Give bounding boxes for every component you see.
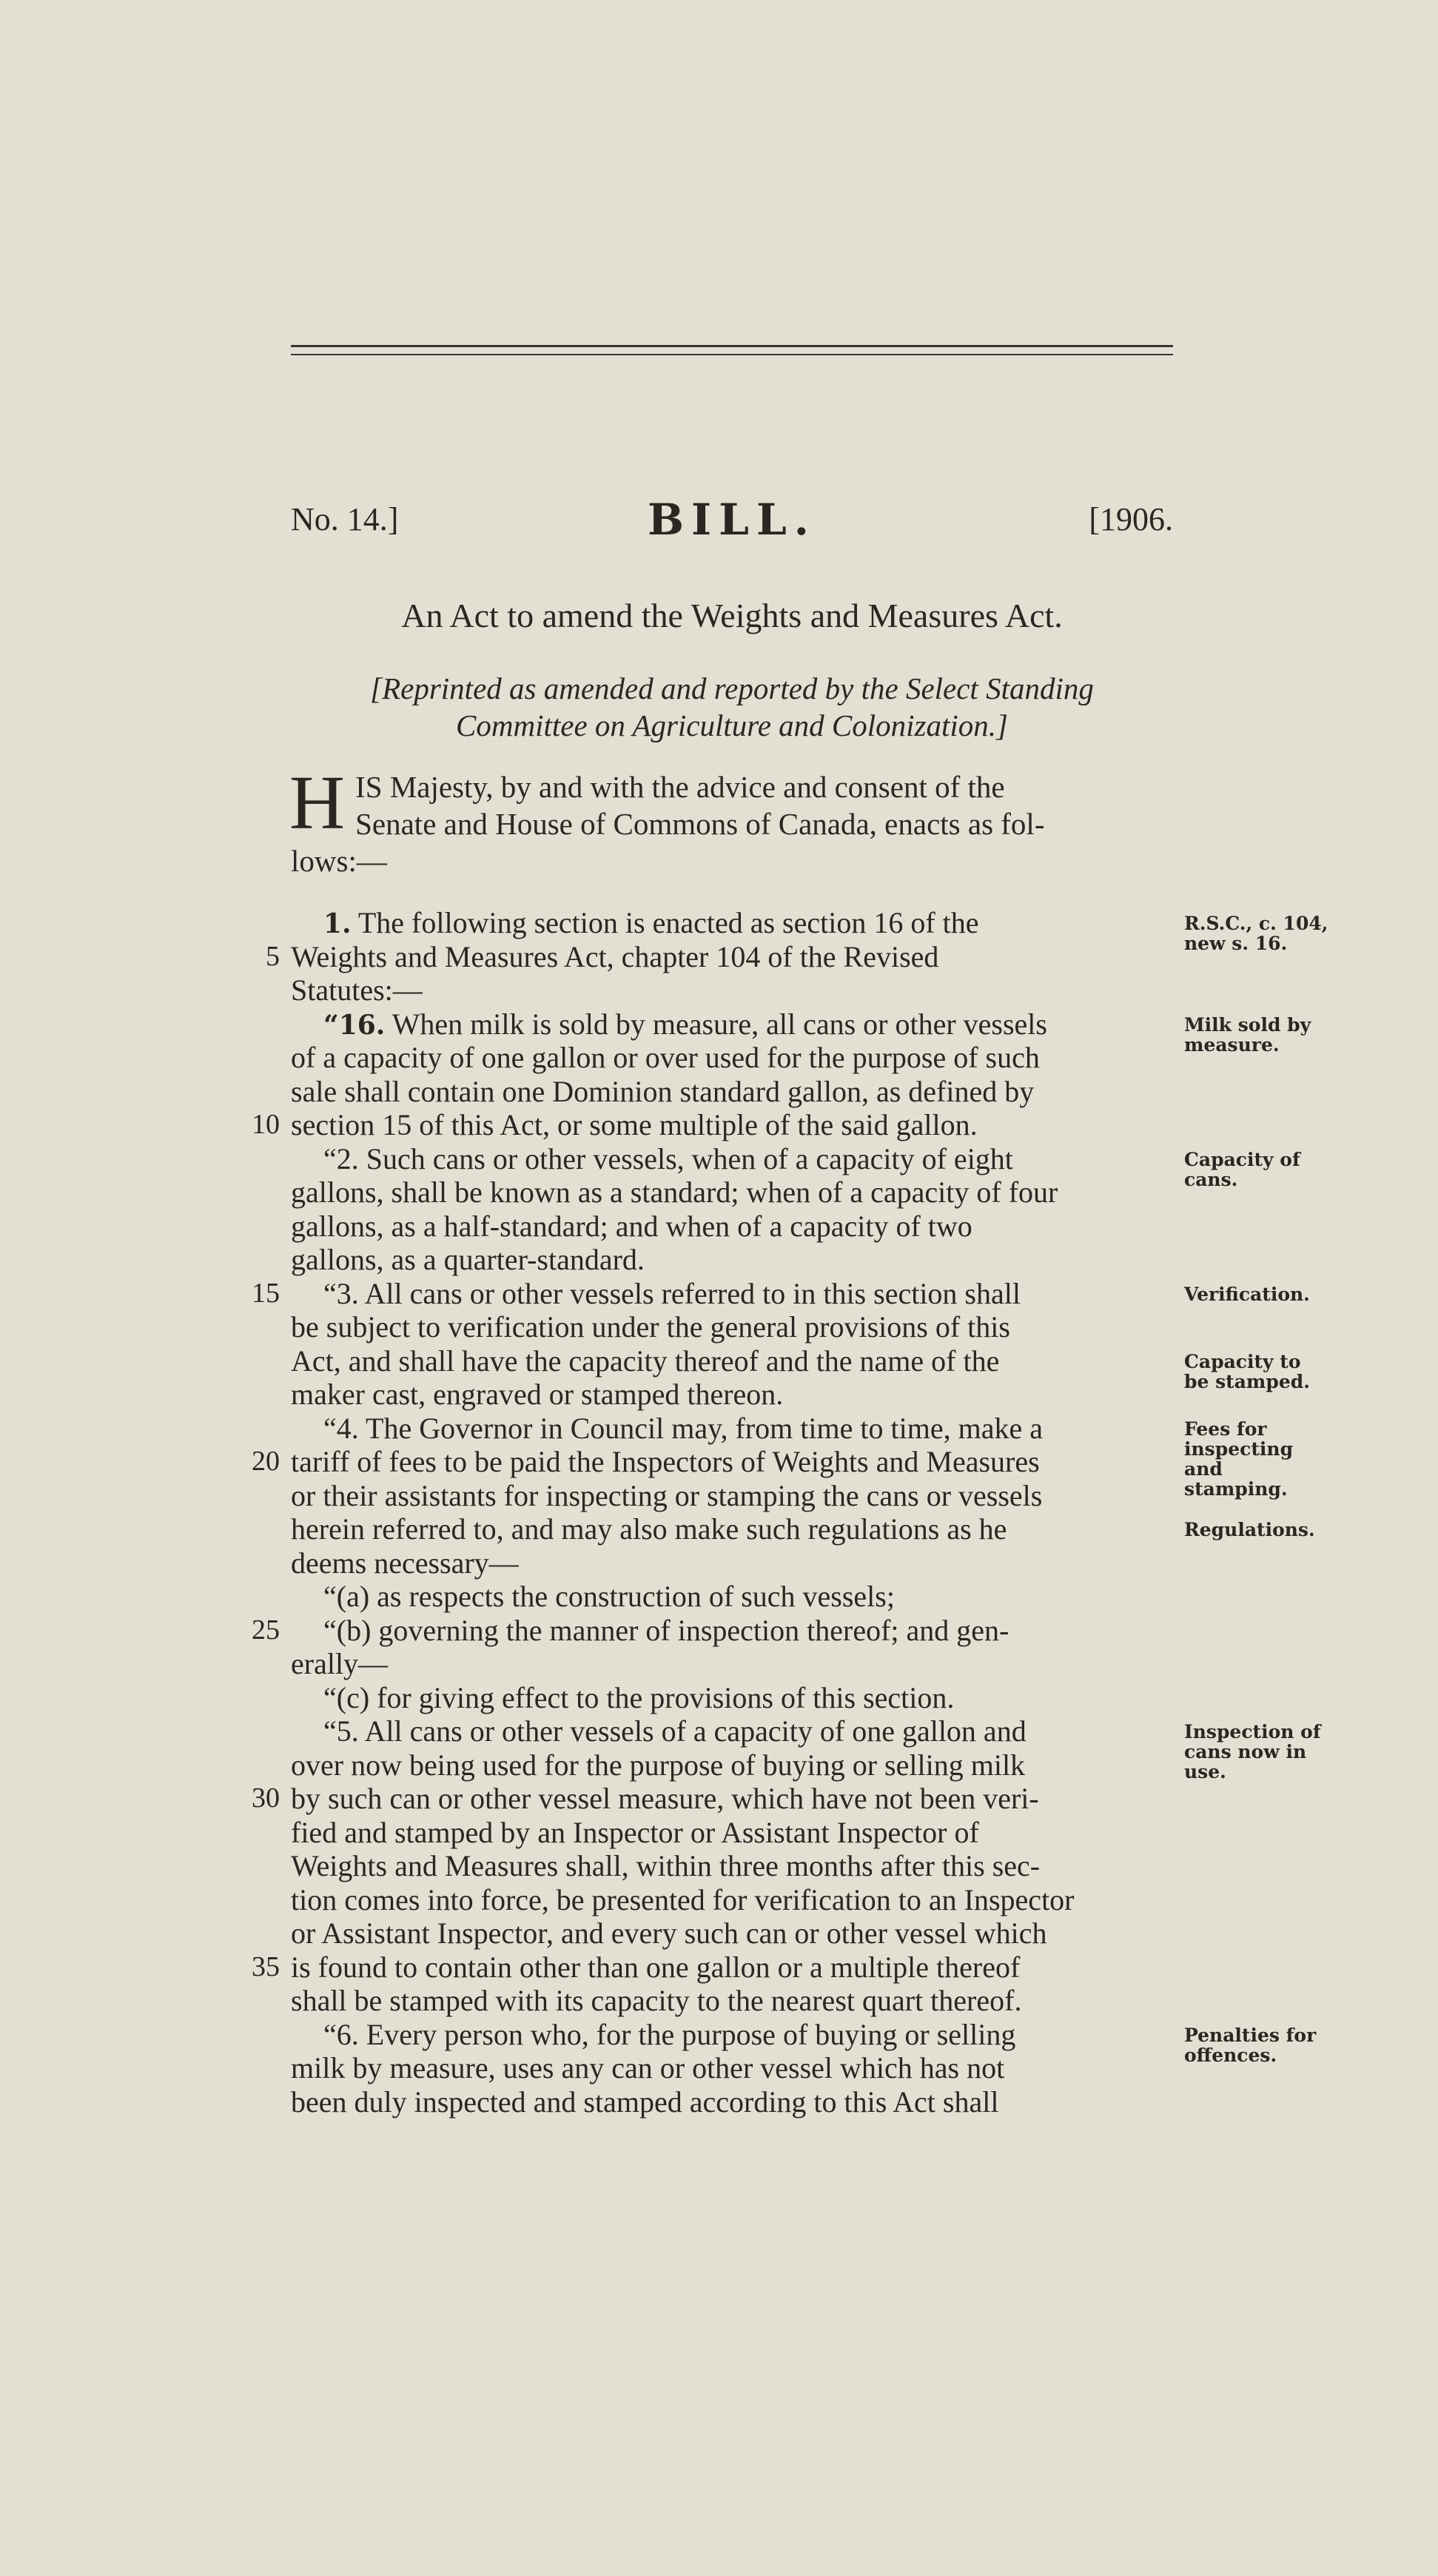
text-line — [291, 1580, 1173, 1614]
line-content: “6. Every person who, for the purpose of buying or selling — [323, 2017, 1016, 2051]
text-line — [291, 1344, 1173, 1378]
text-line — [291, 1816, 1173, 1850]
drop-cap: H — [289, 760, 346, 845]
line-content: Act, and shall have the capacity thereof and the name of the — [291, 1344, 1000, 1378]
text-line — [291, 1210, 1173, 1244]
bill-header — [291, 494, 1173, 546]
margin-note — [1184, 1352, 1428, 1392]
text-line — [252, 1950, 1173, 1985]
text-line — [252, 1108, 1173, 1142]
line-text — [291, 1344, 999, 1378]
text-line — [291, 973, 1173, 1007]
text-line — [291, 1883, 1173, 1917]
line-content: or their assistants for inspecting or stamping the cans or vessels — [291, 1478, 1043, 1512]
line-content: “(a) as respects the construction of such vessels; — [323, 1580, 895, 1613]
line-content: Weights and Measures Act, chapter 104 of the Revised — [291, 939, 939, 973]
line-text — [291, 1714, 1027, 1748]
text-line — [291, 906, 1173, 940]
text-line — [291, 1479, 1173, 1513]
margin-note-line: Milk sold by — [1184, 1013, 1311, 1036]
text-line — [291, 1007, 1173, 1042]
line-content: be subject to verification under the general provisions of this — [291, 1310, 1010, 1344]
line-content: “3. All cans or other vessels referred to in this section shall — [323, 1276, 1021, 1310]
line-content: Weights and Measures shall, within three months after this sec- — [291, 1849, 1041, 1882]
line-number: 15 — [252, 1277, 280, 1309]
margin-note-line: cans. — [1184, 1168, 1238, 1190]
margin-note — [1184, 1419, 1428, 1499]
margin-note-line: new s. 16. — [1184, 933, 1288, 954]
preamble — [289, 760, 1173, 879]
line-text — [291, 1951, 1020, 1985]
line-content: fied and stamped by an Inspector or Assistant Inspector of — [291, 1815, 979, 1849]
text-line — [252, 1445, 1173, 1479]
line-text — [291, 1916, 1046, 1951]
preamble-line: IS Majesty, by and with the advice and consent of the — [355, 770, 1005, 804]
top-rule-thin — [291, 354, 1173, 355]
bill-year: [1906. — [1089, 501, 1173, 537]
bill-number: No. 14.] — [291, 501, 399, 537]
line-text — [291, 1647, 388, 1681]
text-line — [291, 1142, 1173, 1176]
text-line — [291, 1546, 1173, 1580]
margin-note-line: stamping. — [1184, 1477, 1288, 1500]
line-content: gallons, shall be known as a standard; when of a capacity of four — [291, 1175, 1058, 1209]
line-text — [291, 1277, 1021, 1311]
text-line — [291, 1849, 1173, 1883]
text-line — [252, 1782, 1173, 1816]
line-content: over now being used for the purpose of buying or selling milk — [291, 1748, 1026, 1782]
text-line — [291, 2051, 1173, 2085]
line-text — [291, 1614, 1009, 1648]
margin-note — [1184, 1284, 1428, 1304]
line-text — [291, 1243, 645, 1277]
margin-note-line: Verification. — [1184, 1283, 1310, 1305]
margin-note-line: Capacity of — [1184, 1148, 1300, 1170]
reprint-note — [291, 670, 1173, 744]
line-text — [291, 1546, 519, 1580]
line-text — [291, 1748, 1025, 1782]
line-text — [291, 1984, 1021, 2018]
line-text — [291, 1580, 895, 1614]
line-text — [291, 1883, 1075, 1917]
reprint-line: [Reprinted as amended and reported by the Select Standing — [370, 671, 1094, 705]
line-number: 5 — [266, 940, 280, 972]
text-line — [291, 1041, 1173, 1075]
line-text — [291, 1175, 1058, 1210]
line-content: “4. The Governor in Council may, from time to time, make a — [323, 1411, 1043, 1445]
line-text — [291, 2051, 1004, 2085]
line-text — [291, 1075, 1034, 1109]
text-line — [291, 1916, 1173, 1951]
margin-note — [1184, 1520, 1428, 1540]
line-content: When milk is sold by measure, all cans or other vessels — [385, 1007, 1047, 1041]
bill-heading: BILL. — [648, 494, 816, 545]
margin-note-line: Penalties for — [1184, 2024, 1317, 2046]
line-number: 10 — [252, 1109, 280, 1140]
line-content: tion comes into force, be presented for verification to an Inspector — [291, 1882, 1075, 1916]
margin-note-line: and — [1184, 1458, 1223, 1480]
line-number: 30 — [252, 1782, 280, 1814]
margin-note — [1184, 913, 1428, 953]
line-content: is found to contain other than one gallon or a multiple thereof — [291, 1950, 1021, 1984]
text-line — [291, 1378, 1173, 1412]
text-line — [291, 2018, 1173, 2052]
line-number: 35 — [252, 1951, 280, 1982]
line-content: milk by measure, uses any can or other vessel which has not — [291, 2051, 1005, 2084]
line-text — [291, 1210, 972, 1244]
line-text — [291, 1378, 783, 1412]
line-content: “(c) for giving effect to the provisions of this section. — [323, 1680, 955, 1714]
text-line — [291, 1512, 1173, 1546]
line-text — [291, 1479, 1042, 1513]
margin-note-line: Fees for — [1184, 1418, 1267, 1440]
line-content: “5. All cans or other vessels of a capacity of one gallon and — [323, 1714, 1027, 1748]
section-number: “16. — [323, 1009, 386, 1041]
margin-note-line: Regulations. — [1184, 1519, 1315, 1540]
margin-note-line: cans now in — [1184, 1741, 1307, 1762]
margin-note — [1184, 1150, 1428, 1190]
act-title: An Act to amend the Weights and Measures Act. — [401, 597, 1063, 634]
line-text — [291, 1512, 1007, 1546]
line-text — [291, 1108, 978, 1142]
line-text — [291, 2085, 998, 2119]
text-line — [252, 1613, 1173, 1648]
line-text — [291, 1849, 1040, 1883]
line-content: by such can or other vessel measure, which have not been veri- — [291, 1782, 1039, 1815]
top-rule — [291, 345, 1173, 347]
line-content: Statutes:— — [291, 973, 423, 1007]
text-line — [291, 1647, 1173, 1681]
line-content: or Assistant Inspector, and every such can or other vessel which — [291, 1916, 1047, 1950]
margin-note-line: Capacity to — [1184, 1350, 1301, 1372]
margin-note — [1184, 1015, 1428, 1055]
line-content: erally— — [291, 1647, 389, 1680]
line-text — [291, 1816, 979, 1850]
section-number: 1. — [323, 908, 352, 939]
line-text — [291, 1445, 1040, 1479]
text-line — [266, 939, 1173, 974]
text-line — [291, 1075, 1173, 1109]
margin-note-line: use. — [1184, 1761, 1226, 1782]
line-content: sale shall contain one Dominion standard gallon, as defined by — [291, 1074, 1035, 1108]
line-text — [291, 1782, 1039, 1816]
margin-note-line: R.S.C., c. 104, — [1184, 913, 1328, 934]
line-content: gallons, as a quarter-standard. — [291, 1243, 645, 1276]
margin-note-line: measure. — [1184, 1033, 1280, 1056]
line-content: been duly inspected and stamped according to this Act shall — [291, 2084, 999, 2119]
line-content: shall be stamped with its capacity to the nearest quart thereof. — [291, 1984, 1022, 2017]
line-text — [291, 940, 938, 974]
line-text — [291, 1007, 1047, 1043]
line-text — [291, 1412, 1043, 1446]
reprint-line: Committee on Agriculture and Colonization.] — [456, 708, 1008, 742]
text-line — [252, 1276, 1173, 1311]
text-line — [291, 1714, 1173, 1748]
text-line — [291, 1175, 1173, 1210]
line-text — [291, 973, 423, 1007]
preamble-line: lows:— — [291, 844, 387, 878]
line-content: herein referred to, and may also make such regulations as he — [291, 1512, 1007, 1546]
line-number: 20 — [252, 1446, 280, 1477]
line-text — [291, 2018, 1015, 2052]
text-line — [291, 1748, 1173, 1782]
preamble-line: Senate and House of Commons of Canada, enacts as fol- — [355, 807, 1045, 841]
line-content: The following section is enacted as section 16 of the — [351, 906, 979, 939]
line-content: gallons, as a half-standard; and when of a capacity of two — [291, 1209, 972, 1243]
line-content: tariff of fees to be paid the Inspectors of Weights and Measures — [291, 1445, 1040, 1478]
line-text — [291, 1681, 954, 1715]
margin-note — [1184, 2025, 1428, 2065]
line-text — [291, 1310, 1010, 1344]
text-line — [291, 1243, 1173, 1277]
line-number: 25 — [252, 1614, 280, 1646]
text-line — [291, 2085, 1173, 2119]
margin-note-line: offences. — [1184, 2044, 1277, 2066]
line-text — [291, 906, 979, 942]
margin-note-line: be stamped. — [1184, 1370, 1310, 1392]
text-line — [291, 1984, 1173, 2018]
text-line — [291, 1310, 1173, 1344]
line-content: deems necessary— — [291, 1546, 519, 1580]
line-text — [291, 1041, 1040, 1075]
margin-note-line: inspecting — [1184, 1438, 1294, 1460]
text-line — [291, 1681, 1173, 1715]
line-content: of a capacity of one gallon or over used for the purpose of such — [291, 1041, 1040, 1074]
line-content: “(b) governing the manner of inspection thereof; and gen- — [323, 1613, 1009, 1647]
bill-body — [252, 906, 1173, 2119]
text-line — [291, 1412, 1173, 1446]
margin-note — [1184, 1722, 1428, 1782]
line-content: maker cast, engraved or stamped thereon. — [291, 1378, 784, 1411]
line-text — [291, 1142, 1013, 1176]
line-content: “2. Such cans or other vessels, when of a capacity of eight — [323, 1141, 1013, 1175]
line-content: section 15 of this Act, or some multiple of the said gallon. — [291, 1108, 978, 1141]
margin-note-line: Inspection of — [1184, 1721, 1321, 1743]
